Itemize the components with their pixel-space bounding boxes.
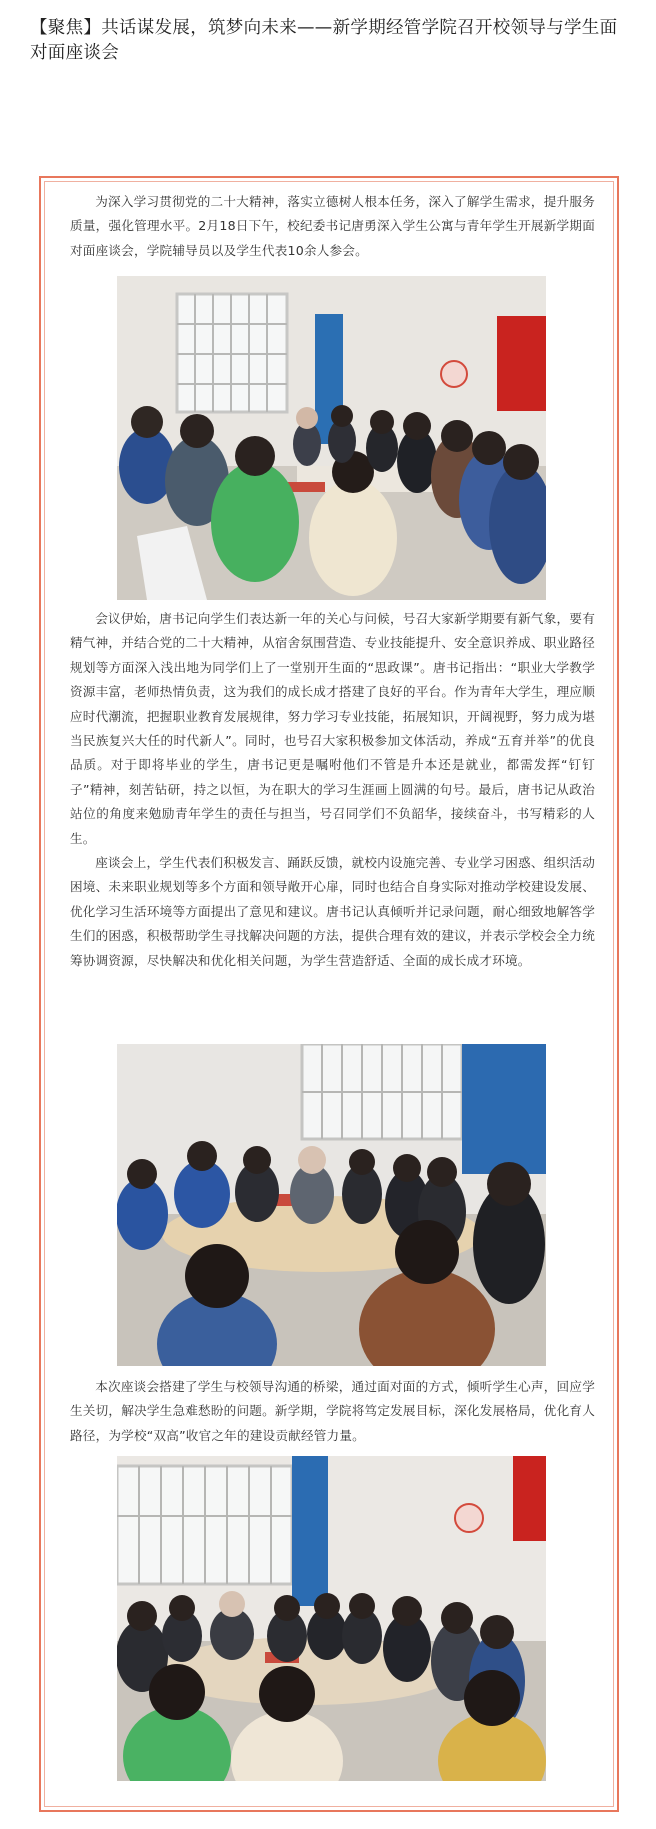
photo-meeting-2 <box>117 1044 546 1366</box>
paragraph-intro: 为深入学习贯彻党的二十大精神，落实立德树人根本任务，深入了解学生需求，提升服务质量，强化管理水平。2月18日下午，校纪委书记唐勇深入学生公寓与青年学生开展新学期面对面座谈会，学院辅导员以及学生代表10余人参会。 <box>70 194 595 258</box>
photo-meeting-1 <box>117 276 546 600</box>
paragraph-opening-remarks: 会议伊始，唐书记向学生们表达新一年的关心与问候，号召大家新学期要有新气象，要有精气神，并结合党的二十大精神，从宿舍氛围营造、专业技能提升、安全意识养成、职业路径规划等方面深入浅出地为同学们上了一堂别开生面的“思政课”。唐书记指出：“职业大学教学资源丰富，老师热情负责，这为我们的成长成才搭建了良好的平台。作为青年大学生，理应顺应时代潮流，把握职业教育发展规律，努力学习专业技能，拓展知识，开阔视野，努力成为堪当民族复兴大任的时代新人”。同时，也号召大家积极参加文体活动，养成“五育并举”的优良品质。对于即将毕业的学生，唐书记更是嘱咐他们不管是升本还是就业，都需发挥“钉钉子”精神，刻苦钻研，持之以恒，为在职大的学习生涯画上圆满的句号。最后，唐书记从政治站位的角度来勉励青年学生的责任与担当，号召同学们不负韶华，接续奋斗，书写精彩的人生。 <box>70 611 595 846</box>
photo-meeting-3 <box>117 1456 546 1781</box>
paragraph-student-feedback: 座谈会上，学生代表们积极发言、踊跃反馈，就校内设施完善、专业学习困惑、组织活动困境、未来职业规划等多个方面和领导敞开心扉，同时也结合自身实际对推动学校建设发展、优化学习生活环境等方面提出了意见和建议。唐书记认真倾听并记录问题，耐心细致地解答学生们的困惑，积极帮助学生寻找解决问题的方法，提供合理有效的建议，并表示学校会全力统筹协调资源，尽快解决和优化相关问题，为学生营造舒适、全面的成长成才环境。 <box>70 855 595 968</box>
paragraph-conclusion: 本次座谈会搭建了学生与校领导沟通的桥梁，通过面对面的方式，倾听学生心声，回应学生关切，解决学生急难愁盼的问题。新学期，学院将笃定发展目标，深化发展格局，优化育人路径，为学校“双高”收官之年的建设贡献经管力量。 <box>70 1379 595 1443</box>
article-title: 【聚焦】共话谋发展，筑梦向未来——新学期经管学院召开校领导与学生面对面座谈会 <box>30 18 618 63</box>
